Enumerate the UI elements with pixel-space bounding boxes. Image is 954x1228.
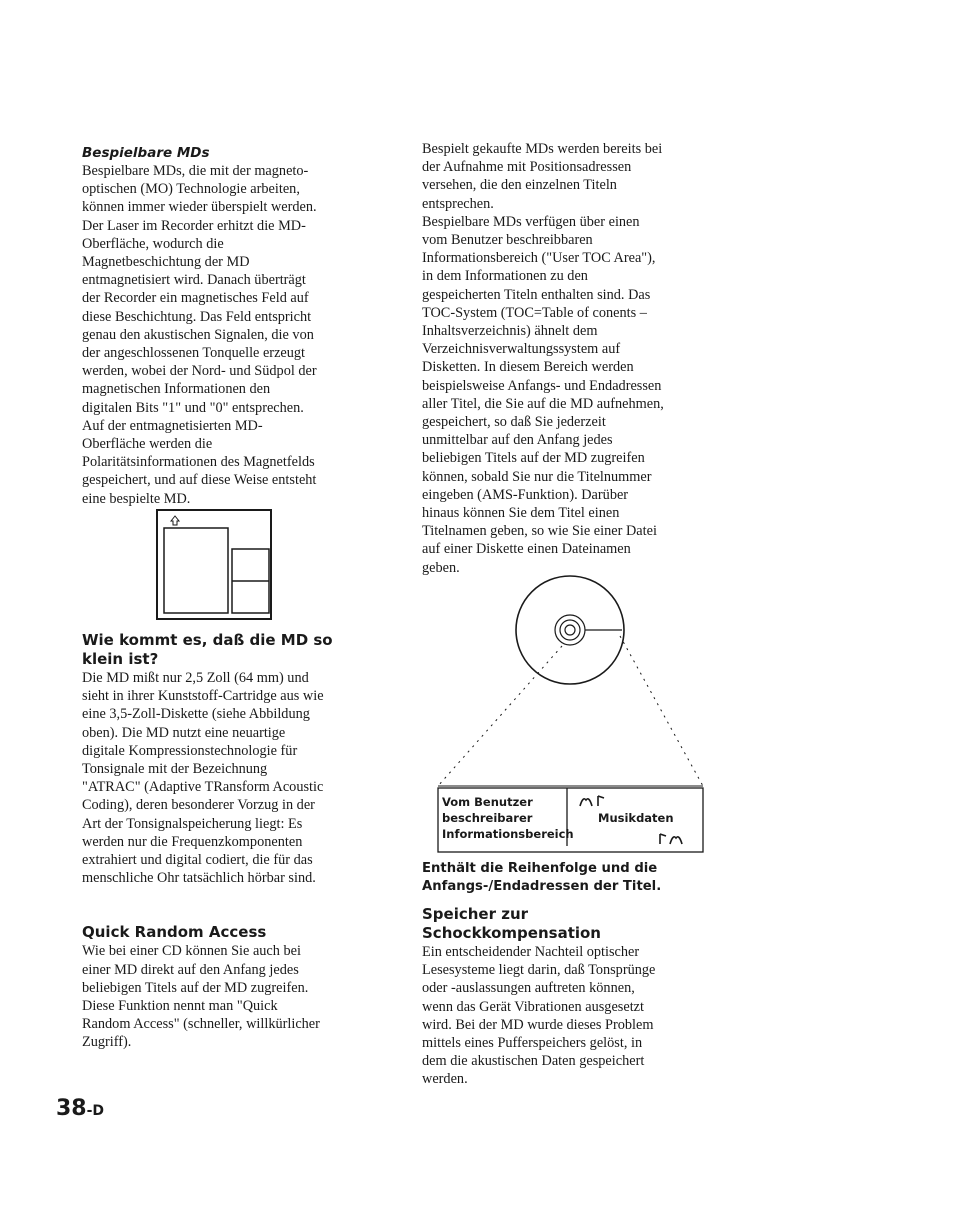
text-line: Random Access" (schneller, willkürlicher (82, 1016, 320, 1033)
text-line: extrahiert und digital codiert, die für das (82, 852, 313, 869)
text-line: gespeichert, und auf diese Weise entsteht (82, 472, 317, 489)
left-column-lower (82, 631, 382, 1052)
text-line: wenn das Gerät Vibrationen ausgesetzt (422, 998, 644, 1015)
text-line: aller Titel, die Sie auf die MD aufnehmen, (422, 395, 664, 412)
text-line: auf einer Diskette einen Dateinamen (422, 541, 631, 558)
text-line: digitale Kompressionstechnologie für (82, 742, 298, 759)
text-line: der angeschlossenen Tonquelle erzeugt (82, 345, 306, 362)
text-line: gespeichert, so daß Sie jederzeit (422, 414, 606, 431)
text-line: eine 3,5-Zoll-Diskette (siehe Abbildung (82, 706, 310, 723)
music-notes-icon (578, 794, 608, 808)
caption-line: Anfangs-/Endadressen der Titel. (422, 879, 662, 894)
box-label-line: beschreibarer (442, 811, 533, 825)
text-line: Oberfläche, wodurch die (82, 235, 224, 252)
paragraph-bespielbare-mds (82, 162, 382, 508)
text-line: Wie bei einer CD können Sie auch bei (82, 943, 301, 960)
text-line: beliebigen Titels auf der MD zugreifen (422, 450, 645, 467)
text-line: einer MD direkt auf den Anfang jedes (82, 961, 299, 978)
text-line: TOC-System (TOC=Table of conents – (422, 304, 647, 321)
text-line: Titelnamen geben, so wie Sie einer Datei (422, 523, 657, 540)
text-line: Polaritätsinformationen des Magnetfelds (82, 454, 315, 471)
diagram-caption (422, 860, 722, 896)
caption-line: Enthält die Reihenfolge und die (422, 861, 658, 876)
text-line: mittels eines Pufferspeichers gelöst, in (422, 1035, 643, 1052)
page-number (56, 1096, 104, 1121)
text-line: Die MD mißt nur 2,5 Zoll (64 mm) und (82, 670, 309, 686)
text-line: Ein entscheidender Nachteil optischer (422, 944, 640, 960)
left-column (82, 144, 382, 508)
box-user-toc-label (442, 794, 574, 842)
text-line: Tonsignale mit der Bezeichnung (82, 761, 268, 778)
text-line: entmagnetisiert wird. Danach überträgt (82, 272, 306, 289)
heading-bespielbare-mds: Bespielbare MDs (82, 145, 210, 161)
paragraph-klein (82, 669, 382, 887)
text-line: werden, wobei der Nord- und Südpol der (82, 363, 317, 380)
text-line: oder -auslassungen auftreten können, (422, 980, 635, 997)
text-line: können immer wieder überspielt werden. (82, 199, 317, 216)
text-line: digitalen Bits "1" und "0" entsprechen. (82, 399, 304, 416)
text-line: magnetischen Informationen den (82, 381, 271, 398)
text-line: Informationsbereich ("User TOC Area"), (422, 250, 656, 267)
heading-klein: Wie kommt es, daß die MD so (82, 631, 333, 649)
text-line: in dem Informationen zu den (422, 268, 588, 285)
text-line: Art der Tonsignalspeicherung liegt: Es (82, 815, 303, 832)
text-line: oben). Die MD nutzt eine neuartige (82, 724, 286, 741)
heading-klein-2: klein ist? (82, 650, 159, 668)
text-line: optischen (MO) Technologie arbeiten, (82, 181, 300, 198)
text-line: Auf der entmagnetisierten MD- (82, 417, 263, 434)
box-label-line: Vom Benutzer (442, 795, 533, 809)
text-line: der Aufnahme mit Positionsadressen (422, 159, 632, 176)
text-line: Bespielbare MDs, die mit der magneto- (82, 163, 309, 179)
text-line: Disketten. In diesem Bereich werden (422, 359, 634, 376)
paragraph-quick-random-access (82, 942, 382, 1051)
page-number-suffix: -D (86, 1103, 105, 1119)
text-line: Lesesysteme liegt darin, daß Tonsprünge (422, 962, 656, 979)
heading-schockkompensation: Speicher zur (422, 905, 529, 923)
text-line: eine bespielte MD. (82, 490, 191, 507)
text-line: genau den akustischen Signalen, die von (82, 326, 314, 343)
text-line: sieht in ihrer Kunststoff-Cartridge aus wie (82, 688, 324, 705)
text-line: hinaus können Sie dem Titel einen (422, 505, 620, 522)
text-line: "ATRAC" (Adaptive TRansform Acoustic (82, 779, 324, 796)
text-line: dem die akustischen Daten gespeichert (422, 1053, 645, 1070)
text-line: Magnetbeschichtung der MD (82, 254, 250, 271)
text-line: beliebigen Titels auf der MD zugreifen. (82, 979, 309, 996)
text-line: eingeben (AMS-Funktion). Darüber (422, 486, 629, 503)
box-music-data-label: Musikdaten (598, 811, 674, 825)
right-column-lower (422, 905, 722, 1089)
text-line: werden. (422, 1071, 468, 1088)
text-line: Diese Funktion nennt man "Quick (82, 998, 278, 1015)
page-number-value: 38 (56, 1096, 87, 1121)
paragraph-schockkompensation (422, 943, 722, 1089)
text-line: unmittelbar auf den Anfang jedes (422, 432, 613, 449)
box-label-line: Informationsbereich (442, 827, 574, 841)
text-line: der Recorder ein magnetisches Feld auf (82, 290, 309, 307)
text-line: Zugriff). (82, 1034, 132, 1051)
heading-quick-random-access: Quick Random Access (82, 923, 267, 942)
text-line: beispielsweise Anfangs- und Endadressen (422, 377, 662, 394)
text-line: Inhaltsverzeichnis) ähnelt dem (422, 323, 598, 340)
text-line: Oberfläche werden die (82, 436, 213, 453)
paragraph-toc (422, 140, 722, 577)
text-line: diese Beschichtung. Das Feld entspricht (82, 308, 312, 325)
md-cartridge-illustration (154, 507, 274, 623)
text-line: gespeicherten Titeln enthalten sind. Das (422, 286, 651, 303)
text-line: können, sobald Sie nur die Titelnummer (422, 468, 652, 485)
music-notes-icon (656, 832, 686, 846)
right-column (422, 140, 722, 577)
text-line: vom Benutzer beschreibbaren (422, 232, 593, 249)
text-line: Bespielt gekaufte MDs werden bereits bei (422, 141, 663, 157)
text-line: menschliche Ohr tatsächlich hörbar sind. (82, 870, 316, 887)
text-line: Der Laser im Recorder erhitzt die MD- (82, 217, 306, 234)
text-line: Coding), deren besonderer Vorzug in der (82, 797, 315, 814)
text-line: werden nur die Frequenzkomponenten (82, 833, 303, 850)
text-line: entsprechen. (422, 195, 494, 212)
text-line: wird. Bei der MD wurde dieses Problem (422, 1016, 654, 1033)
text-line: versehen, die den einzelnen Titeln (422, 177, 617, 194)
text-line: geben. (422, 559, 460, 576)
text-line: Bespielbare MDs verfügen über einen (422, 213, 640, 230)
heading-schockkompensation-2: Schockkompensation (422, 924, 601, 942)
text-line: Verzeichnisverwaltungssystem auf (422, 341, 621, 358)
